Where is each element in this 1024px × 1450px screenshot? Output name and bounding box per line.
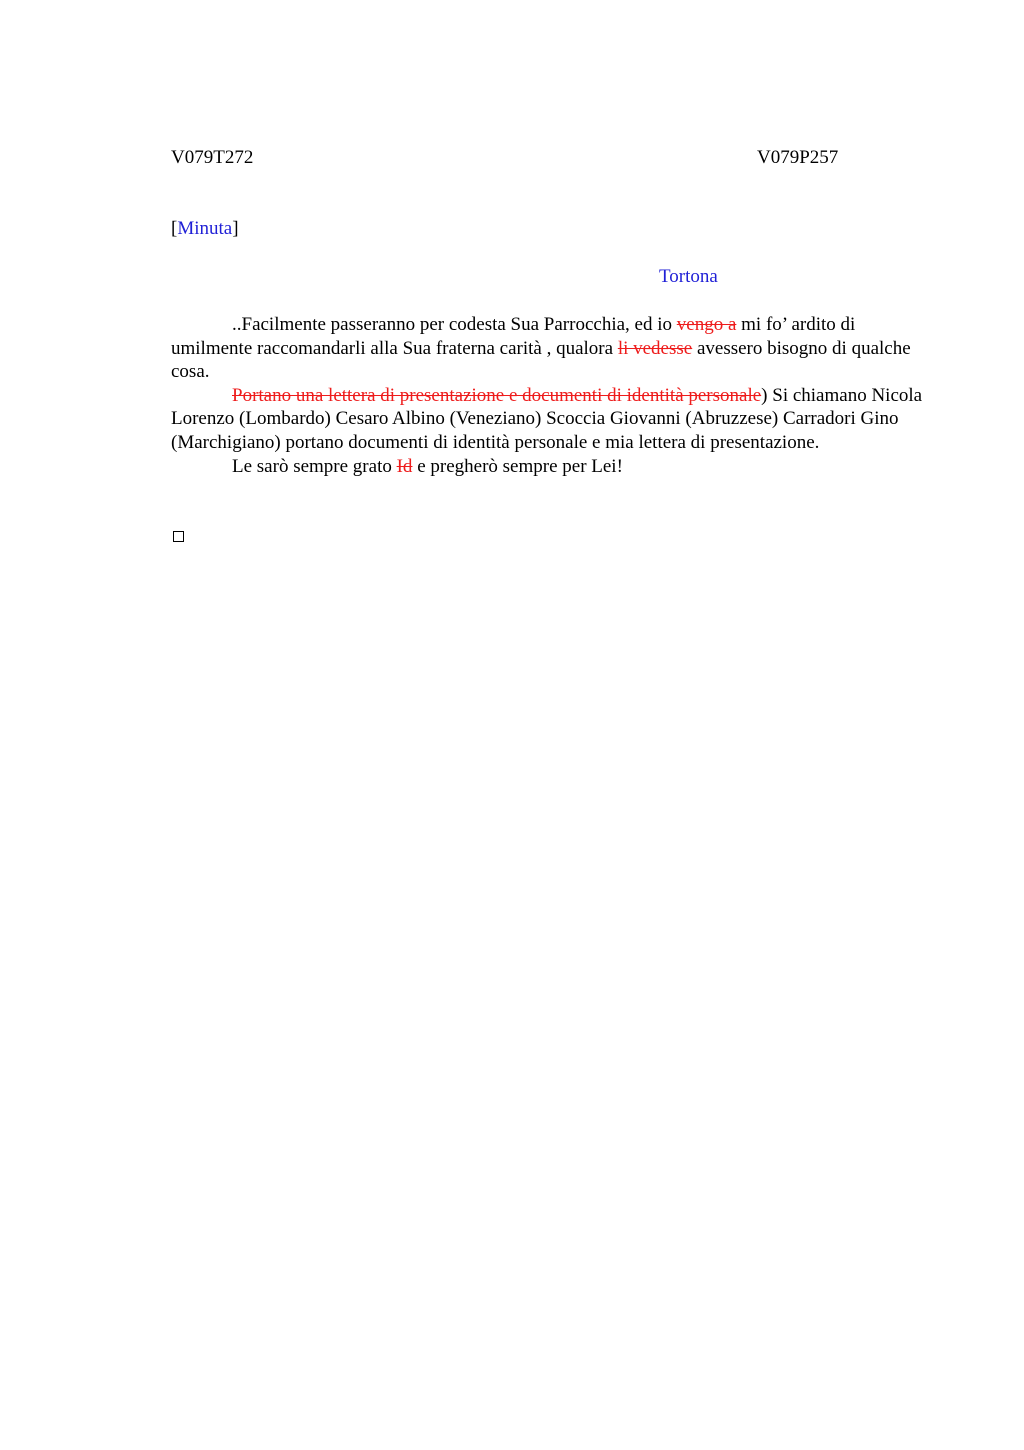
deleted-text-3: Portano una lettera di presentazione e documenti di identità personale bbox=[232, 384, 762, 406]
close-bracket: ] bbox=[232, 218, 239, 239]
paragraph-2-text: ) Si chiamano Nicola Lorenzo (Lombardo) Cesaro Albino (Veneziano) Scoccia Giovanni (Abruzzese) Carradori Gino (Marchigiano) portano documenti di identità personale e mia lettera di presentazione. bbox=[171, 384, 923, 453]
minuta-word: Minuta bbox=[177, 218, 233, 239]
deleted-text-2: li vedesse bbox=[617, 337, 693, 359]
deleted-text-1: vengo a bbox=[676, 314, 737, 335]
empty-box-icon bbox=[173, 531, 184, 542]
deleted-text-4: Id bbox=[396, 455, 413, 477]
minuta-label bbox=[171, 218, 239, 240]
paragraph-1-text-a: ..Facilmente passeranno per codesta Sua Parrocchia, ed io bbox=[232, 314, 677, 335]
paragraph-1-text-b: mi fo’ ardito di umilmente raccomandarli alla Sua fraterna carità , qualora bbox=[171, 314, 856, 359]
letter-body bbox=[171, 313, 931, 478]
paragraph-3-text-b: e pregherò sempre per Lei! bbox=[412, 455, 623, 477]
place-name: Tortona bbox=[659, 266, 718, 287]
paragraph-3 bbox=[171, 455, 931, 479]
document-code-left: V079T272 bbox=[171, 147, 254, 168]
document-code-right: V079P257 bbox=[757, 147, 839, 168]
paragraph-3-text-a: Le sarò sempre grato bbox=[232, 455, 397, 477]
paragraph-1-text-c: avessero bisogno di qualche cosa. bbox=[171, 337, 911, 383]
paragraph-1 bbox=[171, 313, 931, 384]
paragraph-2 bbox=[171, 384, 931, 455]
open-bracket: [ bbox=[171, 218, 178, 239]
